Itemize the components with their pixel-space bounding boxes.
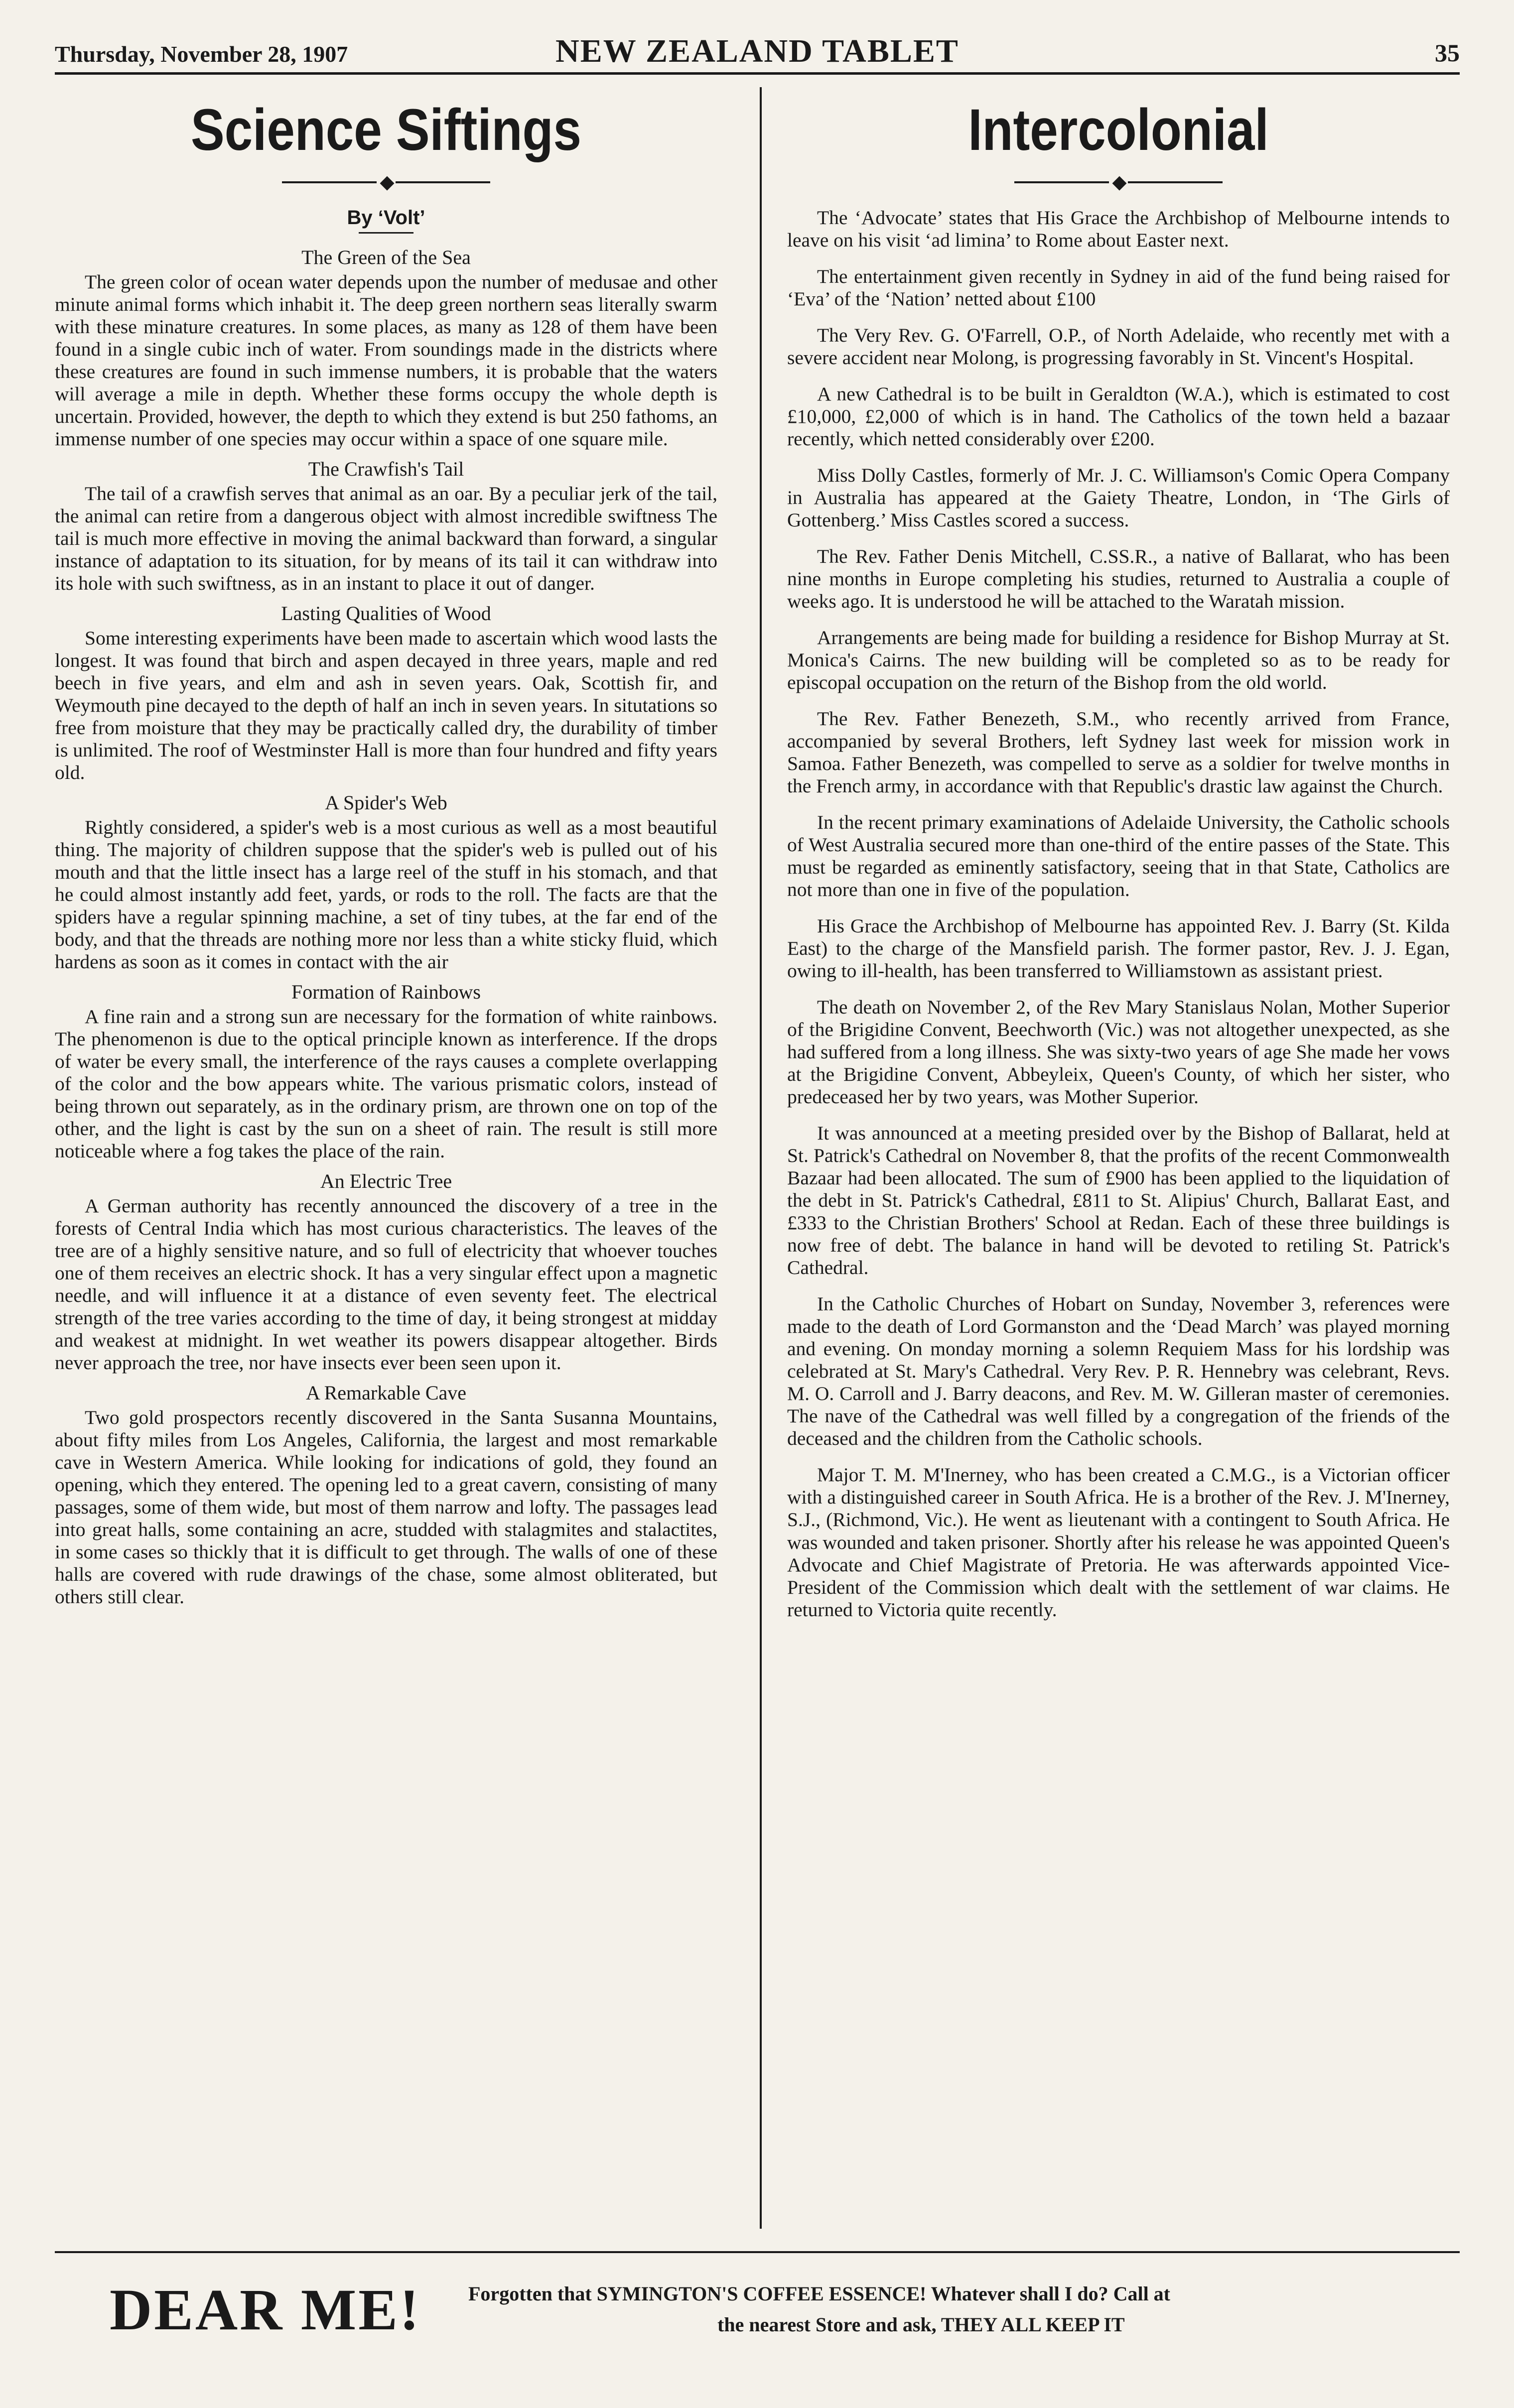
byline-divider: [359, 232, 413, 234]
article-paragraph: Two gold prospectors recently discovered in the Santa Susanna Mountains, about fifty miles from Los Angeles, California, the largest and most remarkable cave in Western America. While looking for indications of gold, they found an opening, which they entered. The opening led to a great cavern, consisting of many passages, some of them wide, but most of them narrow and lofty. The passages lead into great halls, some containing an acre, studded with stalagmites and stalactites, in some cases so thickly that it is difficult to get through. The walls of one of these halls are covered with rude drawings of the chase, some almost obliterated, but others still clear.: [55, 1406, 717, 1608]
article-heading: Lasting Qualities of Wood: [281, 602, 491, 625]
issue-date: Thursday, November 28, 1907: [55, 41, 348, 67]
page-header: [55, 27, 1460, 75]
news-item: Major T. M. M'Inerney, who has been created a C.M.G., is a Victorian officer with a distinguished career in South Africa. He is a brother of the Rev. J. M'Inerney, S.J., (Richmond, Vic.). He went as lieutenant with a contingent to South Africa. He was wounded and taken prisoner. Shortly after his release he was appointed Queen's Advocate and Chief Magistrate of Pretoria. He was afterwards appointed Vice-President of the Commission which dealt with the settlement of war claims. He returned to Victoria quite recently.: [787, 1464, 1450, 1621]
news-item: Arrangements are being made for building a residence for Bishop Murray at St. Monica's Cairns. The new building will be completed so as to be ready for episcopal occupation on the return of the Bishop from the old world.: [787, 626, 1450, 693]
news-item: The Rev. Father Denis Mitchell, C.SS.R., a native of Ballarat, who has been nine months in Europe completing his studies, returned to Australia a couple of weeks ago. It is understood he will be attached to the Waratah mission.: [787, 545, 1450, 612]
article-paragraph: The green color of ocean water depends upon the number of medusae and other minute animal forms which inhabit it. The deep green northern seas literally swarm with these minature creatures. In some places, as many as 128 of them have been found in a single cubic inch of water. From soundings made in the districts where these creatures are found in such immense numbers, it is probable that the waters will average a mile in depth. Whether these forms occupy the whole depth is uncertain. Provided, however, the depth to which they extend is but 250 fathoms, an immense number of one species may occur within a space of one square mile.: [55, 270, 717, 450]
article-heading: A Spider's Web: [325, 791, 447, 814]
article-paragraph: Rightly considered, a spider's web is a most curious as well as a most beautiful thing. The majority of children suppose that the spider's web is pulled out of his mouth and that the little insect has a large reel of the stuff in his stomach, and that he could almost instantly add feet, yards, or rods to the roll. The facts are that the spiders have a regular spinning machine, a set of tiny tubes, at the far end of the body, and that the threads are nothing more nor less than a white sticky fluid, which hardens as soon as it comes in contact with the air: [55, 816, 717, 973]
news-item: A new Cathedral is to be built in Geraldton (W.A.), which is estimated to cost £10,000, £2,000 of which is in hand. The Catholics of the town held a bazaar recently, which netted considerably over £200.: [787, 382, 1450, 450]
newspaper-title: NEW ZEALAND TABLET: [555, 33, 959, 69]
news-item: The Rev. Father Benezeth, S.M., who recently arrived from France, accompanied by several Brothers, left Sydney last week for mission work in Samoa. Father Benezeth, was compelled to serve as a soldier for twelve months in the French army, in accordance with that Republic's drastic law against the Church.: [787, 707, 1450, 797]
science-siftings-column: [55, 95, 717, 2226]
section-title: Science Siftings: [191, 97, 581, 163]
column-divider: [760, 87, 762, 2229]
article-paragraph: A fine rain and a strong sun are necessary for the formation of white rainbows. The phenomenon is due to the optical principle known as interference. If the drops of water be every small, the interference of the rays causes a complete overlapping of the color and the bow appears white. The various prismatic colors, instead of being thrown out separately, as in the ordinary prism, are thrown one on top of the other, and the light is cast by the sun on a sheet of rain. The result is still more noticeable where a fog takes the place of the rain.: [55, 1006, 717, 1162]
news-item: In the recent primary examinations of Adelaide University, the Catholic schools of West Australia secured more than one-third of the entire passes of the State. This must be regarded as eminently satisfactory, seeing that in that State, Catholics are not more than one in five of the population.: [787, 811, 1450, 901]
article-heading: A Remarkable Cave: [305, 1382, 467, 1404]
intercolonial-column: [787, 95, 1450, 2226]
section-title: Intercolonial: [968, 97, 1269, 163]
article-paragraph: The tail of a crawfish serves that animal as an oar. By a peculiar jerk of the tail, the animal can retire from a dangerous object with almost incredible swiftness The tail is much more effective in moving the animal backward than forward, a singular instance of adaptation to its situation, for by means of its tail it can withdraw into its hole with such swiftness, as in an instant to place it out of danger.: [55, 482, 717, 594]
page-number: 35: [1435, 39, 1460, 67]
article-paragraph: A German authority has recently announced the discovery of a tree in the forests of Central India which has most curious characteristics. The leaves of the tree are of a highly sensitive nature, and so full of electricity that whoever touches one of them receives an electric shock. It has a very singular effect upon a magnetic needle, and will influence it at a distance of even seventy feet. The electrical strength of the tree varies according to the time of day, it being strongest at midday and weakest at midnight. In wet weather its powers disappear altogether. Birds never approach the tree, nor have insects ever been seen upon it.: [55, 1195, 717, 1374]
byline: By ‘Volt’: [347, 206, 425, 229]
advert-line-1: Forgotten that SYMINGTON'S COFFEE ESSENCE! Whatever shall I do? Call at: [468, 2282, 1171, 2305]
title-ornament: ◆: [787, 170, 1450, 192]
article-heading: Formation of Rainbows: [291, 981, 481, 1004]
article-heading: An Electric Tree: [320, 1170, 452, 1193]
advert-line-2: the nearest Store and ask, THEY ALL KEEP IT: [717, 2313, 1125, 2336]
news-item: It was announced at a meeting presided over by the Bishop of Ballarat, held at St. Patrick's Cathedral on November 8, that the profits of the recent Commonwealth Bazaar had been allocated. The sum of £900 has been applied to the liquidation of the debt in St. Patrick's Cathedral, £811 to St. Alipius' Church, Ballarat East, and £333 to the Christian Brothers' School at Redan. Each of these three buildings is now free of debt. The balance in hand will be devoted to retiling St. Patrick's Cathedral.: [787, 1122, 1450, 1279]
advert-headline: DEAR ME!: [110, 2277, 421, 2342]
advertisement: [55, 2271, 1460, 2381]
news-item: The death on November 2, of the Rev Mary Stanislaus Nolan, Mother Superior of the Brigidine Convent, Beechworth (Vic.) was not altogether unexpected, as she had suffered from a long illness. She was sixty-two years of age She made her vows at the Brigidine Convent, Abbeyleix, Queen's County, of which her sister, who predeceased her by two years, was Mother Superior.: [787, 996, 1450, 1108]
news-item: The entertainment given recently in Sydney in aid of the fund being raised for ‘Eva’ of the ‘Nation’ netted about £100: [787, 265, 1450, 310]
news-item: The Very Rev. G. O'Farrell, O.P., of North Adelaide, who recently met with a severe accident near Molong, is progressing favorably in St. Vincent's Hospital.: [787, 324, 1450, 369]
title-ornament: ◆: [55, 170, 717, 192]
news-item: The ‘Advocate’ states that His Grace the Archbishop of Melbourne intends to leave on his visit ‘ad limina’ to Rome about Easter next.: [787, 206, 1450, 251]
news-item: Miss Dolly Castles, formerly of Mr. J. C. Williamson's Comic Opera Company in Australia has appeared at the Gaiety Theatre, London, in ‘The Girls of Gottenberg.’ Miss Castles scored a success.: [787, 464, 1450, 531]
news-item: His Grace the Archbishop of Melbourne has appointed Rev. J. Barry (St. Kilda East) to the charge of the Mansfield parish. The former pastor, Rev. J. J. Egan, owing to ill-health, has been transferred to Williamstown as assistant priest.: [787, 915, 1450, 982]
footer-divider: [55, 2251, 1460, 2253]
article-heading: The Crawfish's Tail: [308, 457, 464, 480]
article-heading: The Green of the Sea: [301, 246, 471, 268]
article-paragraph: Some interesting experiments have been made to ascertain which wood lasts the longest. It was found that birch and aspen decayed in three years, maple and red beech in five years, and elm and ash in seven years. Oak, Scottish fir, and Weymouth pine decayed to the depth of half an inch in seven years. In situtations so free from moisture that they may be practically called dry, the durability of timber is unlimited. The roof of Westminster Hall is more than four hundred and fifty years old.: [55, 627, 717, 783]
news-item: In the Catholic Churches of Hobart on Sunday, November 3, references were made to the death of Lord Gormanston and the ‘Dead March’ was played morning and evening. On monday morning a solemn Requiem Mass for his lordship was celebrated at St. Mary's Cathedral. Very Rev. P. R. Hennebry was celebrant, Revs. M. O. Carroll and J. Barry deacons, and Rev. M. W. Gilleran master of ceremonies. The nave of the Cathedral was well filled by a congregation of the friends of the deceased and the children from the Catholic schools.: [787, 1293, 1450, 1450]
